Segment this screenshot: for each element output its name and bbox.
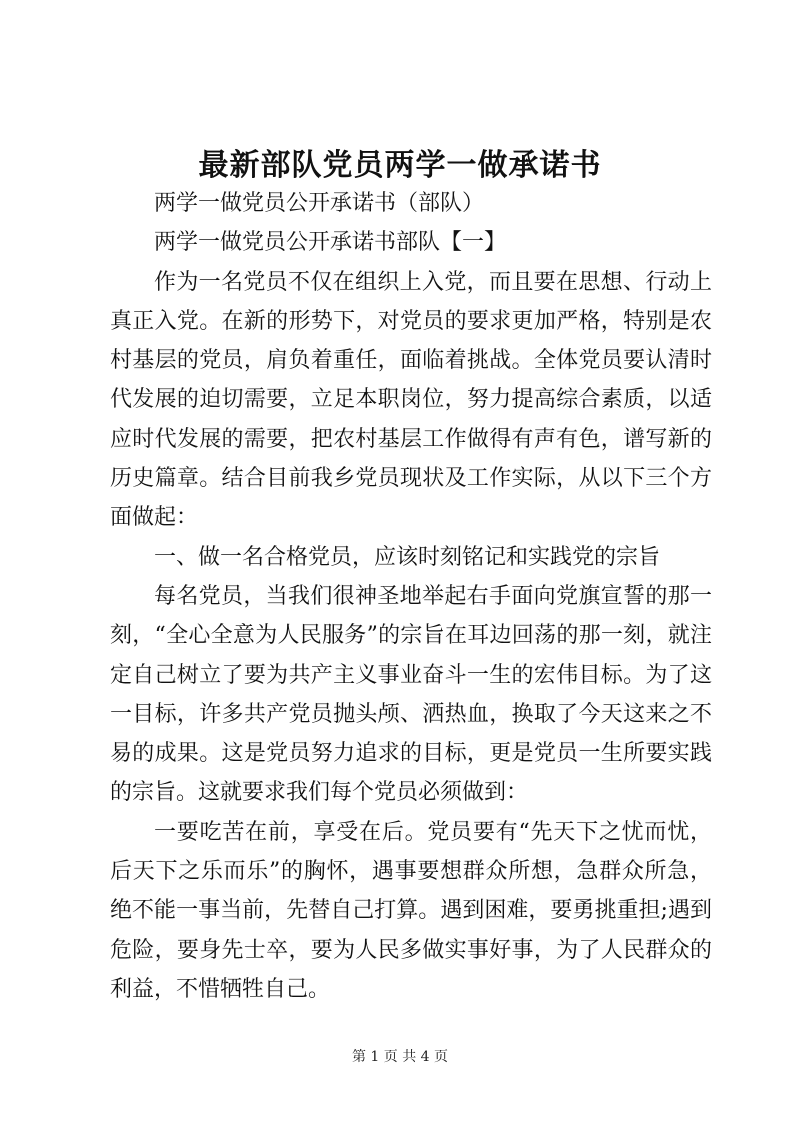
paragraph-intro: 作为一名党员不仅在组织上入党，而且要在思想、行动上真正入党。在新的形势下，对党员的要求更加严格，特别是农村基层的党员，肩负着重任，面临着挑战。全体党员要认清时代发展的迫切需要，立足本职岗位，努力提高综合素质，以适应时代发展的需要，把农村基层工作做得有声有色，谱写新的历史篇章。结合目前我乡党员现状及工作实际，从以下三个方面做起： (110, 269, 712, 531)
paragraph-section-heading: 两学一做党员公开承诺书部队【一】 (154, 230, 507, 256)
paragraph-hardship-first: 一要吃苦在前，享受在后。党员要有“先天下之忧而忧，后天下之乐而乐”的胸怀，遇事要想群众所想，急群众所急，绝不能一事当前，先替自己打算。遇到困难，要勇挑重担;遇到危险，要身先士卒，要为人民多做实事好事，为了人民群众的利益，不惜牺牲自己。 (110, 819, 712, 1002)
document-title: 最新部队党员两学一做承诺书 (198, 148, 602, 183)
paragraph-subtitle: 两学一做党员公开承诺书（部队） (154, 191, 485, 216)
paragraph-point-one-heading: 一、做一名合格党员，应该时刻铭记和实践党的宗旨 (154, 544, 661, 570)
page-number-footer: 第 1 页 共 4 页 (351, 1049, 449, 1065)
paragraph-oath: 每名党员，当我们很神圣地举起右手面向党旗宣誓的那一刻，“全心全意为人民服务”的宗旨在耳边回荡的那一刻，就注定自己树立了要为共产主义事业奋斗一生的宏伟目标。为了这一目标，许多共产党员抛头颅、洒热血，换取了今天这来之不易的成果。这是党员努力追求的目标，更是党员一生所要实践的宗旨。这就要求我们每个党员必须做到： (110, 583, 712, 806)
document-body (110, 184, 712, 1009)
